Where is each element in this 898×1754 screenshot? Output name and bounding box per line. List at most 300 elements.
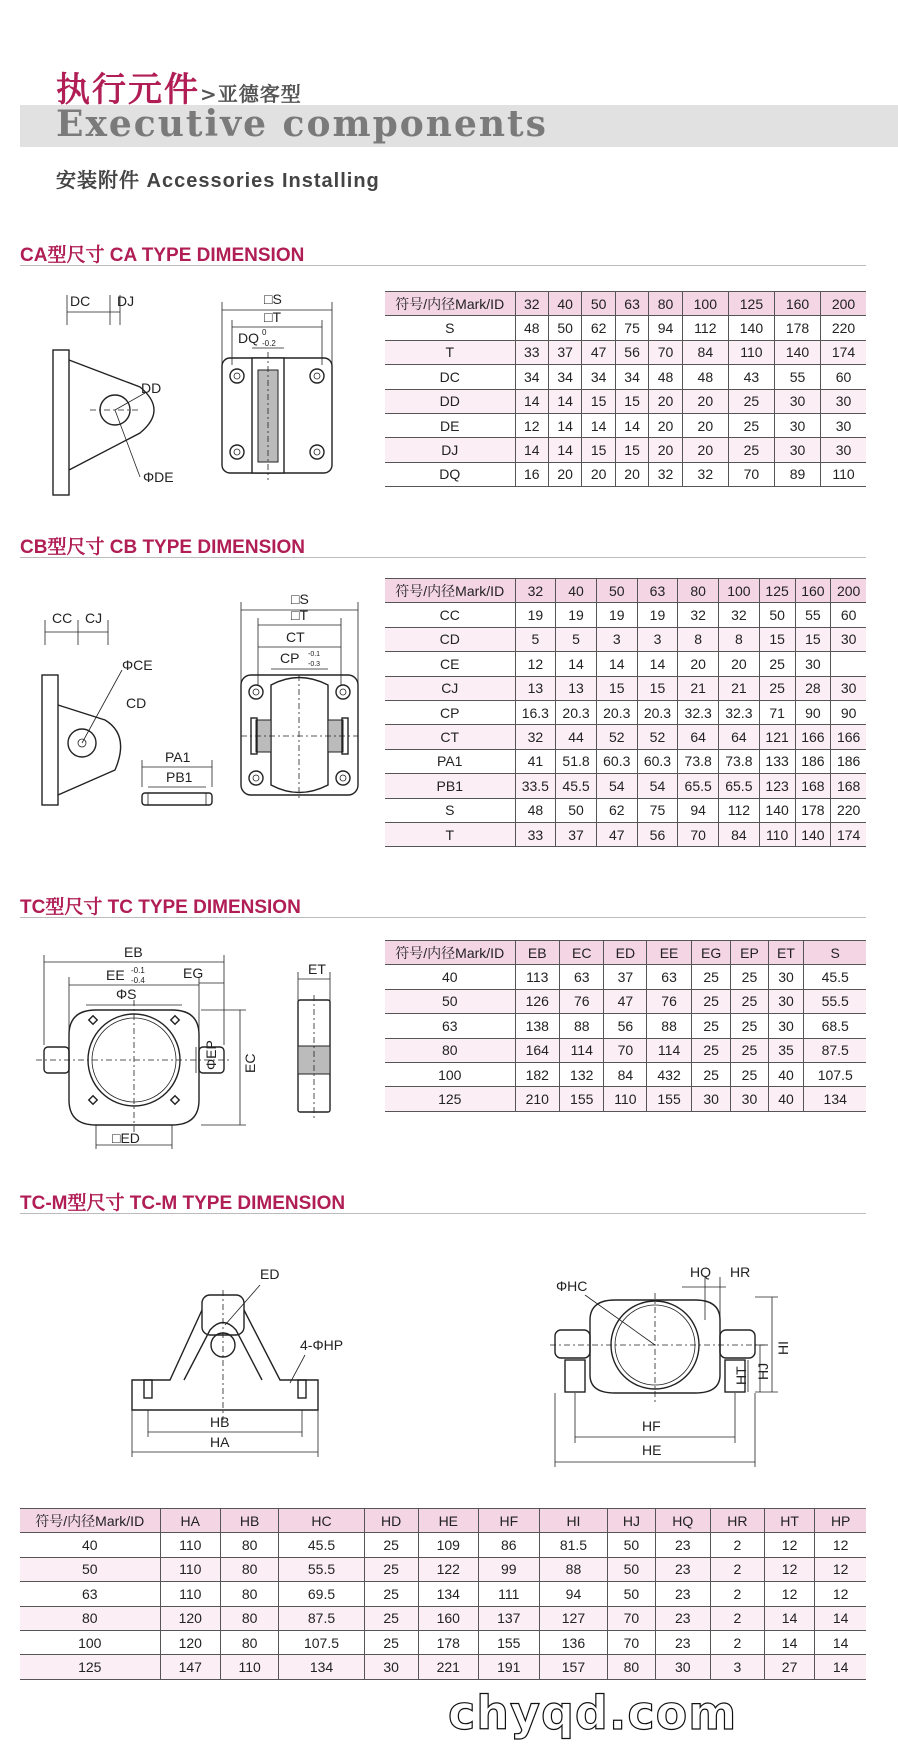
table-cell: 70	[608, 1630, 655, 1654]
tcm-label-hi: HI	[775, 1341, 791, 1355]
ca-label-dq: DQ	[238, 330, 259, 346]
cb-label-pb1: PB1	[166, 769, 193, 785]
table-cell: CC	[385, 603, 515, 627]
table-cell: 30	[691, 1087, 731, 1111]
table-cell: 110	[160, 1533, 221, 1557]
table-cell: 109	[418, 1533, 479, 1557]
table-cell: 3	[711, 1655, 765, 1679]
table-header-cell: 200	[831, 579, 866, 603]
cb-table-header-row	[385, 579, 866, 603]
ca-dimension-table	[385, 291, 866, 487]
table-cell: 87.5	[279, 1606, 364, 1630]
table-cell: 50	[608, 1557, 655, 1581]
table-cell: 33	[515, 822, 556, 846]
table-cell: 50	[548, 316, 581, 340]
table-cell: 30	[768, 965, 804, 989]
page-title-en: Executive components	[56, 103, 548, 145]
table-cell: 33.5	[515, 774, 556, 798]
tcm-section-divider	[20, 1213, 866, 1214]
table-cell: 14	[556, 652, 597, 676]
table-cell: 62	[596, 798, 637, 822]
table-cell: 123	[759, 774, 795, 798]
table-header-cell: 50	[596, 579, 637, 603]
table-cell: 27	[764, 1655, 815, 1679]
table-cell: 178	[418, 1630, 479, 1654]
table-cell: 20	[682, 438, 728, 462]
cb-section-title: CB型尺寸 CB TYPE DIMENSION	[20, 537, 306, 558]
table-header-cell: 符号/内径Mark/ID	[20, 1509, 160, 1533]
ca-side-drawing	[40, 285, 190, 500]
table-cell: 20	[682, 413, 728, 437]
table-cell: 12	[815, 1582, 866, 1606]
table-cell: 14	[815, 1630, 866, 1654]
table-cell: 50	[556, 798, 597, 822]
table-header-cell: EP	[731, 941, 768, 965]
tc-label-ec: EC	[242, 1053, 258, 1073]
table-cell: 19	[637, 603, 678, 627]
table-cell: 166	[795, 725, 831, 749]
table-cell: CD	[385, 627, 515, 651]
table-header-cell: HI	[539, 1509, 608, 1533]
ca-label-s: □S	[264, 291, 282, 307]
table-cell: 110	[728, 340, 774, 364]
table-cell: 30	[364, 1655, 418, 1679]
table-cell: 32	[719, 603, 760, 627]
table-cell: 30	[774, 413, 820, 437]
table-cell: 84	[604, 1062, 647, 1086]
table-cell: 25	[731, 965, 768, 989]
table-row	[385, 676, 866, 700]
table-cell: 80	[385, 1038, 515, 1062]
table-cell: 12	[764, 1557, 815, 1581]
table-cell: T	[385, 340, 515, 364]
table-cell: 168	[831, 774, 866, 798]
table-cell: 134	[418, 1582, 479, 1606]
table-header-cell: 符号/内径Mark/ID	[385, 292, 515, 316]
table-row	[385, 462, 866, 486]
tc-side-drawing	[290, 960, 350, 1130]
tc-label-eb: EB	[124, 944, 143, 960]
tc-label-ed: □ED	[112, 1130, 140, 1146]
tcm-table-header-row	[20, 1509, 866, 1533]
tc-label-s: ΦS	[116, 986, 137, 1002]
table-header-cell: HA	[160, 1509, 221, 1533]
table-cell: 45.5	[556, 774, 597, 798]
table-cell: 110	[759, 822, 795, 846]
ca-label-dj: DJ	[117, 293, 135, 309]
table-cell: 80	[20, 1606, 160, 1630]
table-cell: DJ	[385, 438, 515, 462]
table-row	[385, 340, 866, 364]
table-cell: 32	[515, 725, 556, 749]
table-cell: 80	[221, 1606, 279, 1630]
table-cell: 30	[774, 389, 820, 413]
table-cell: 12	[815, 1533, 866, 1557]
table-cell: PA1	[385, 749, 515, 773]
table-cell: 19	[556, 603, 597, 627]
table-cell: 20	[582, 462, 615, 486]
table-cell: 89	[774, 462, 820, 486]
table-header-cell: S	[804, 941, 866, 965]
table-row	[385, 749, 866, 773]
table-cell: 15	[615, 438, 648, 462]
table-cell: S	[385, 798, 515, 822]
table-cell: 60.3	[596, 749, 637, 773]
table-row	[20, 1533, 866, 1557]
table-cell: 15	[582, 389, 615, 413]
table-cell: 12	[815, 1557, 866, 1581]
table-cell: 70	[678, 822, 719, 846]
table-header-cell: ED	[604, 941, 647, 965]
table-cell: 81.5	[539, 1533, 608, 1557]
table-cell: 166	[831, 725, 866, 749]
table-cell: 70	[608, 1606, 655, 1630]
table-cell: 3	[637, 627, 678, 651]
table-cell: 140	[728, 316, 774, 340]
table-row	[385, 1014, 866, 1038]
table-cell: 14	[548, 438, 581, 462]
table-cell: 186	[795, 749, 831, 773]
table-cell: 73.8	[719, 749, 760, 773]
table-header-cell: 160	[774, 292, 820, 316]
table-cell: 111	[479, 1582, 540, 1606]
table-cell: 110	[821, 462, 866, 486]
table-cell: 14	[596, 652, 637, 676]
table-cell: 30	[768, 1014, 804, 1038]
table-cell: 160	[418, 1606, 479, 1630]
cb-label-t: □T	[291, 607, 309, 623]
table-cell: 56	[604, 1014, 647, 1038]
table-cell: 25	[728, 438, 774, 462]
table-cell: 120	[160, 1606, 221, 1630]
table-cell: 30	[795, 652, 831, 676]
ca-table-header-row	[385, 292, 866, 316]
table-cell: 30	[821, 413, 866, 437]
table-cell: 25	[364, 1582, 418, 1606]
table-row	[385, 965, 866, 989]
table-row	[385, 652, 866, 676]
table-cell: 15	[637, 676, 678, 700]
table-cell: 25	[731, 1038, 768, 1062]
table-cell: 14	[764, 1606, 815, 1630]
table-cell: 99	[479, 1557, 540, 1581]
table-cell: 110	[604, 1087, 647, 1111]
table-cell: 15	[759, 627, 795, 651]
table-cell: 186	[831, 749, 866, 773]
table-cell: 14	[548, 389, 581, 413]
ca-section-divider	[20, 265, 866, 266]
table-cell: 30	[731, 1087, 768, 1111]
table-header-cell: EB	[515, 941, 559, 965]
tcm-label-hr: HR	[730, 1264, 751, 1280]
table-cell: 70	[728, 462, 774, 486]
table-cell: 25	[364, 1533, 418, 1557]
watermark: chyqd.com	[448, 1686, 738, 1740]
table-cell: 34	[515, 365, 548, 389]
table-header-cell: 160	[795, 579, 831, 603]
cb-label-ce: ΦCE	[122, 657, 153, 673]
table-row	[385, 989, 866, 1013]
table-cell: 23	[655, 1582, 710, 1606]
table-row	[385, 1062, 866, 1086]
table-cell: 125	[20, 1655, 160, 1679]
tc-section-divider	[20, 917, 866, 918]
table-cell: 55.5	[804, 989, 866, 1013]
table-cell: 134	[279, 1655, 364, 1679]
table-cell: 30	[768, 989, 804, 1013]
table-cell: 70	[604, 1038, 647, 1062]
table-cell: 132	[559, 1062, 603, 1086]
table-cell: 210	[515, 1087, 559, 1111]
cb-label-cp-tol: -0.1	[308, 651, 321, 658]
table-cell: 69.5	[279, 1582, 364, 1606]
table-cell: 63	[647, 965, 691, 989]
table-cell: 121	[759, 725, 795, 749]
table-cell: 107.5	[804, 1062, 866, 1086]
table-row	[20, 1630, 866, 1654]
table-cell: S	[385, 316, 515, 340]
table-cell: 50	[385, 989, 515, 1013]
table-cell: 35	[768, 1038, 804, 1062]
table-cell: 178	[774, 316, 820, 340]
table-cell: 122	[418, 1557, 479, 1581]
table-header-cell: 符号/内径Mark/ID	[385, 941, 515, 965]
table-cell: 14	[582, 413, 615, 437]
table-cell: 75	[637, 798, 678, 822]
tcm-label-ed: ED	[260, 1266, 280, 1282]
table-header-cell: 100	[719, 579, 760, 603]
table-cell: 90	[831, 700, 866, 724]
table-cell: 80	[221, 1630, 279, 1654]
cb-label-cc: CC	[52, 610, 73, 626]
table-header-cell: 40	[556, 579, 597, 603]
table-cell: 65.5	[678, 774, 719, 798]
table-cell: 13	[515, 676, 556, 700]
table-cell: 94	[678, 798, 719, 822]
table-cell: 112	[719, 798, 760, 822]
table-cell: 125	[385, 1087, 515, 1111]
table-cell: 30	[821, 389, 866, 413]
table-cell: 137	[479, 1606, 540, 1630]
table-cell: 55.5	[279, 1557, 364, 1581]
tcm-front-drawing	[550, 1265, 800, 1475]
table-cell: CP	[385, 700, 515, 724]
table-header-cell: HB	[221, 1509, 279, 1533]
ca-section-title: CA型尺寸 CA TYPE DIMENSION	[20, 245, 305, 266]
table-cell: 14	[548, 413, 581, 437]
tcm-label-he: HE	[642, 1442, 662, 1458]
table-cell: 48	[515, 316, 548, 340]
table-cell: 14	[815, 1606, 866, 1630]
table-row	[385, 438, 866, 462]
table-row	[385, 365, 866, 389]
table-cell: 48	[515, 798, 556, 822]
table-cell: 40	[20, 1533, 160, 1557]
table-cell: DC	[385, 365, 515, 389]
table-header-cell: HE	[418, 1509, 479, 1533]
table-row	[385, 798, 866, 822]
table-cell: 48	[682, 365, 728, 389]
table-cell: 34	[548, 365, 581, 389]
table-header-cell: 32	[515, 292, 548, 316]
table-cell: 112	[682, 316, 728, 340]
table-cell: CE	[385, 652, 515, 676]
tc-label-ep: ΦEP	[203, 1040, 219, 1070]
table-header-cell: 125	[759, 579, 795, 603]
table-cell: 127	[539, 1606, 608, 1630]
table-cell: DE	[385, 413, 515, 437]
table-cell: 8	[719, 627, 760, 651]
table-cell: 47	[596, 822, 637, 846]
cb-label-s: □S	[291, 591, 309, 607]
table-cell: 75	[615, 316, 648, 340]
table-header-cell: ET	[768, 941, 804, 965]
table-header-cell: EG	[691, 941, 731, 965]
cb-label-cp: CP	[280, 650, 300, 666]
table-cell: 37	[604, 965, 647, 989]
table-cell: 50	[608, 1533, 655, 1557]
table-cell: 32.3	[719, 700, 760, 724]
table-header-cell: 符号/内径Mark/ID	[385, 579, 515, 603]
table-cell: 45.5	[804, 965, 866, 989]
table-cell: 178	[795, 798, 831, 822]
table-cell: 32	[678, 603, 719, 627]
table-row	[385, 822, 866, 846]
table-header-cell: 32	[515, 579, 556, 603]
table-cell: 23	[655, 1533, 710, 1557]
table-cell: 12	[764, 1533, 815, 1557]
table-cell: 64	[678, 725, 719, 749]
table-cell: 40	[768, 1062, 804, 1086]
table-cell: 40	[768, 1087, 804, 1111]
table-cell: 2	[711, 1582, 765, 1606]
table-cell: 51.8	[556, 749, 597, 773]
table-cell: 52	[596, 725, 637, 749]
table-cell: PB1	[385, 774, 515, 798]
ca-label-t: □T	[264, 309, 282, 325]
table-cell: 47	[604, 989, 647, 1013]
table-cell: 47	[582, 340, 615, 364]
table-cell: 20	[615, 462, 648, 486]
table-header-cell: 63	[615, 292, 648, 316]
cb-label-cj: CJ	[85, 610, 103, 626]
table-cell: 87.5	[804, 1038, 866, 1062]
table-cell: 2	[711, 1557, 765, 1581]
table-cell: 14	[515, 438, 548, 462]
table-cell: 71	[759, 700, 795, 724]
tc-label-ee: EE	[106, 967, 125, 983]
table-cell: 84	[719, 822, 760, 846]
table-cell: 191	[479, 1655, 540, 1679]
table-cell: 25	[731, 1062, 768, 1086]
table-cell: 110	[221, 1655, 279, 1679]
table-cell: 25	[691, 1038, 731, 1062]
tcm-label-hf: HF	[642, 1418, 661, 1434]
table-cell: 12	[764, 1582, 815, 1606]
table-cell: 155	[559, 1087, 603, 1111]
table-cell: 140	[759, 798, 795, 822]
table-cell: 88	[539, 1557, 608, 1581]
table-cell: 86	[479, 1533, 540, 1557]
tcm-label-hb: HB	[210, 1414, 230, 1430]
ca-label-dq-tol: 0	[262, 328, 267, 337]
table-cell: 25	[759, 652, 795, 676]
table-cell: 25	[731, 989, 768, 1013]
table-cell: 2	[711, 1606, 765, 1630]
table-cell: 16	[515, 462, 548, 486]
table-cell: 21	[719, 676, 760, 700]
table-cell: 25	[731, 1014, 768, 1038]
table-row	[20, 1582, 866, 1606]
table-cell: 90	[795, 700, 831, 724]
table-header-cell: 80	[678, 579, 719, 603]
tcm-section-title: TC-M型尺寸 TC-M TYPE DIMENSION	[20, 1193, 346, 1214]
table-cell: 15	[596, 676, 637, 700]
table-cell: 32	[682, 462, 728, 486]
table-cell: 2	[711, 1533, 765, 1557]
table-cell: 155	[479, 1630, 540, 1654]
table-cell: 60	[831, 603, 866, 627]
table-cell: 20	[719, 652, 760, 676]
table-cell: DQ	[385, 462, 515, 486]
table-cell: 50	[759, 603, 795, 627]
table-cell: 114	[559, 1038, 603, 1062]
table-cell: 19	[515, 603, 556, 627]
table-cell: 30	[831, 627, 866, 651]
table-cell: 182	[515, 1062, 559, 1086]
table-cell: 68.5	[804, 1014, 866, 1038]
table-cell: 126	[515, 989, 559, 1013]
table-cell: 56	[615, 340, 648, 364]
table-cell: 63	[559, 965, 603, 989]
table-cell: 3	[596, 627, 637, 651]
table-cell: 80	[221, 1533, 279, 1557]
table-cell: 14	[764, 1630, 815, 1654]
table-cell: 14	[515, 389, 548, 413]
table-cell: 100	[20, 1630, 160, 1654]
table-cell: 220	[821, 316, 866, 340]
table-cell: 30	[831, 676, 866, 700]
table-cell: 15	[582, 438, 615, 462]
table-cell: 25	[691, 1014, 731, 1038]
table-cell: 20.3	[596, 700, 637, 724]
tc-section-title: TC型尺寸 TC TYPE DIMENSION	[20, 897, 301, 918]
tc-table-header-row	[385, 941, 866, 965]
table-cell: 25	[691, 965, 731, 989]
table-header-cell: 80	[649, 292, 682, 316]
table-row	[385, 627, 866, 651]
table-cell: 25	[728, 389, 774, 413]
ca-front-drawing	[212, 290, 342, 495]
tc-label-eg: EG	[183, 965, 204, 981]
table-cell: 34	[582, 365, 615, 389]
cb-dimension-table	[385, 578, 866, 847]
table-cell: 54	[637, 774, 678, 798]
table-cell: 94	[539, 1582, 608, 1606]
table-row	[20, 1655, 866, 1679]
table-cell: 20	[649, 413, 682, 437]
table-header-cell: 100	[682, 292, 728, 316]
table-cell: 44	[556, 725, 597, 749]
table-cell: 20.3	[637, 700, 678, 724]
table-cell: 76	[559, 989, 603, 1013]
table-cell: 120	[160, 1630, 221, 1654]
table-cell: 147	[160, 1655, 221, 1679]
table-cell: 60	[821, 365, 866, 389]
table-header-cell: HR	[711, 1509, 765, 1533]
table-header-cell: EC	[559, 941, 603, 965]
table-cell: CJ	[385, 676, 515, 700]
